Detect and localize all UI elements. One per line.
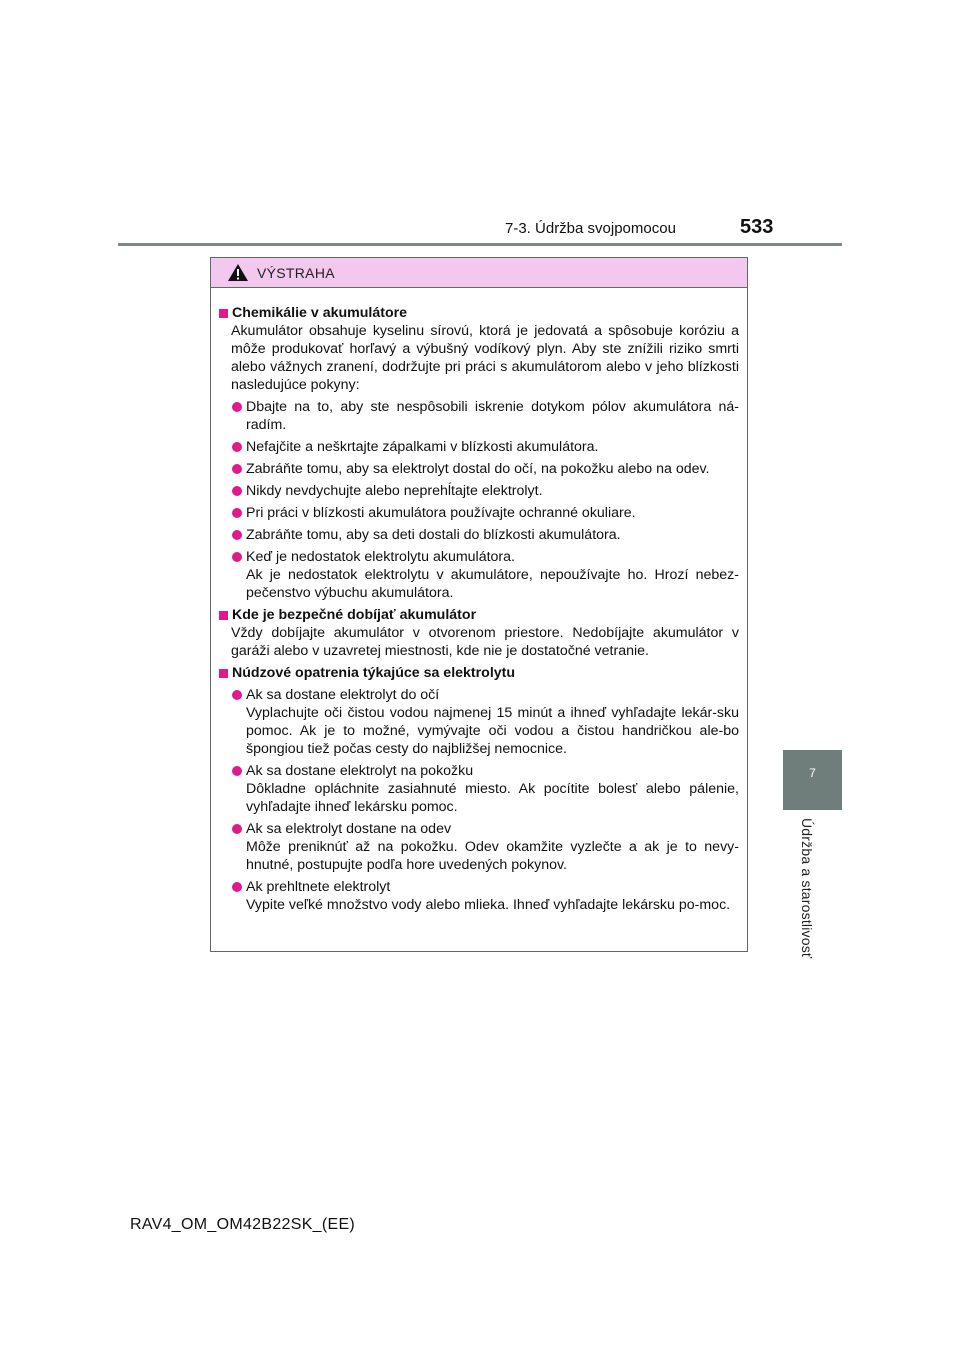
list-item <box>219 438 739 456</box>
list-item-content <box>246 504 739 522</box>
header-divider <box>118 243 842 246</box>
list-item-detail: Ak je nedostatok elektrolytu v akumulátore, nepoužívajte ho. Hrozí nebez-pečenstvo výbuchu akumulátora. <box>246 567 739 601</box>
section-heading <box>219 304 739 322</box>
list-item-detail: Môže preniknúť až na pokožku. Odev okamžite vyzlečte a ak je to nevy-hnutné, postupujte podľa hore uvedených pokynov. <box>246 839 739 873</box>
list-item-content <box>246 548 739 602</box>
round-bullet-icon <box>232 442 242 452</box>
list-item <box>219 762 739 816</box>
warning-triangle-icon <box>227 263 249 282</box>
round-bullet-icon <box>232 824 242 834</box>
list-item <box>219 482 739 500</box>
square-bullet-icon <box>219 309 228 318</box>
list-item-text: Zabráňte tomu, aby sa deti dostali do blízkosti akumulátora. <box>246 527 621 543</box>
list-item-content <box>246 398 739 434</box>
list-item-content <box>246 686 739 758</box>
page-header <box>0 0 960 260</box>
list-item-detail: Vypite veľké množstvo vody alebo mlieka. Ihneď vyhľadajte lekársku po-moc. <box>246 897 731 913</box>
round-bullet-icon <box>232 486 242 496</box>
square-bullet-icon <box>219 669 228 678</box>
section-heading <box>219 606 739 624</box>
section-heading <box>219 664 739 682</box>
list-item <box>219 398 739 434</box>
list-item <box>219 820 739 874</box>
list-item-text: Ak sa dostane elektrolyt do očí <box>246 687 440 703</box>
list-item-content <box>246 460 739 478</box>
list-item <box>219 548 739 602</box>
chapter-tab[interactable] <box>783 750 842 810</box>
list-item-text: Keď je nedostatok elektrolytu akumulátora. <box>246 549 515 565</box>
chapter-number: 7 <box>809 766 816 780</box>
list-item <box>219 504 739 522</box>
list-item-text: Ak sa dostane elektrolyt na pokožku <box>246 763 474 779</box>
round-bullet-icon <box>232 552 242 562</box>
document-code: RAV4_OM_OM42B22SK_(EE) <box>130 1216 356 1233</box>
list-item <box>219 460 739 478</box>
page-number: 533 <box>740 216 774 238</box>
round-bullet-icon <box>232 402 242 412</box>
list-item-content <box>246 762 739 816</box>
warning-header <box>211 258 747 288</box>
square-bullet-icon <box>219 611 228 620</box>
list-item-text: Zabráňte tomu, aby sa elektrolyt dostal do očí, na pokožku alebo na odev. <box>246 461 710 477</box>
list-item-text: Ak sa elektrolyt dostane na odev <box>246 821 452 837</box>
round-bullet-icon <box>232 508 242 518</box>
round-bullet-icon <box>232 530 242 540</box>
round-bullet-icon <box>232 690 242 700</box>
section-heading-text: Núdzové opatrenia týkajúce sa elektrolytu <box>232 665 516 681</box>
list-item-text: Pri práci v blízkosti akumulátora používajte ochranné okuliare. <box>246 505 636 521</box>
warning-title: VÝSTRAHA <box>257 264 335 281</box>
list-item-content <box>246 878 739 914</box>
list-item-content <box>246 526 739 544</box>
round-bullet-icon <box>232 882 242 892</box>
list-item-detail: Vyplachujte oči čistou vodou najmenej 15 minút a ihneď vyhľadajte lekár-sku pomoc. Ak je to možné, vymývajte oči vodou a čistou handričkou ale-bo špongiou tiež počas cesty do najbližšej nemocnice. <box>246 705 739 757</box>
list-item-text: Nikdy nevdychujte alebo neprehĺtajte elektrolyt. <box>246 483 543 499</box>
round-bullet-icon <box>232 766 242 776</box>
list-item-content <box>246 482 739 500</box>
list-item-text: Ak prehltnete elektrolyt <box>246 879 391 895</box>
list-item-content <box>246 438 739 456</box>
section-heading-text: Chemikálie v akumulátore <box>232 305 408 321</box>
section-paragraph: Vždy dobíjajte akumulátor v otvorenom priestore. Nedobíjajte akumulátor v garáži alebo v uzavretej miestnosti, kde nie je dostatočné vetranie. <box>231 625 739 659</box>
list-item-text: Dbajte na to, aby ste nespôsobili iskrenie dotykom pólov akumulátora ná-radím. <box>246 399 739 433</box>
list-item <box>219 526 739 544</box>
list-item-text: Nefajčite a neškrtajte zápalkami v blízkosti akumulátora. <box>246 439 599 455</box>
list-item-detail: Dôkladne opláchnite zasiahnuté miesto. Ak pocítite bolesť alebo pálenie, vyhľadajte ihneď lekársku pomoc. <box>246 781 739 815</box>
section-title: 7-3. Údržba svojpomocou <box>505 220 676 237</box>
round-bullet-icon <box>232 464 242 474</box>
list-item <box>219 686 739 758</box>
section-heading-text: Kde je bezpečné dobíjať akumulátor <box>232 607 477 623</box>
list-item-content <box>246 820 739 874</box>
chapter-title: Údržba a starostlivosť <box>799 818 815 959</box>
warning-body <box>211 288 747 914</box>
section-paragraph: Akumulátor obsahuje kyselinu sírovú, ktorá je jedovatá a spôsobuje koróziu a môže produkovať horľavý a výbušný vodíkový plyn. Aby ste znížili riziko smrti alebo vážnych zranení, dodržujte pri práci s akumulátorom alebo v jeho blízkosti nasledujúce pokyny: <box>231 323 739 393</box>
warning-box <box>210 257 748 952</box>
list-item <box>219 878 739 914</box>
